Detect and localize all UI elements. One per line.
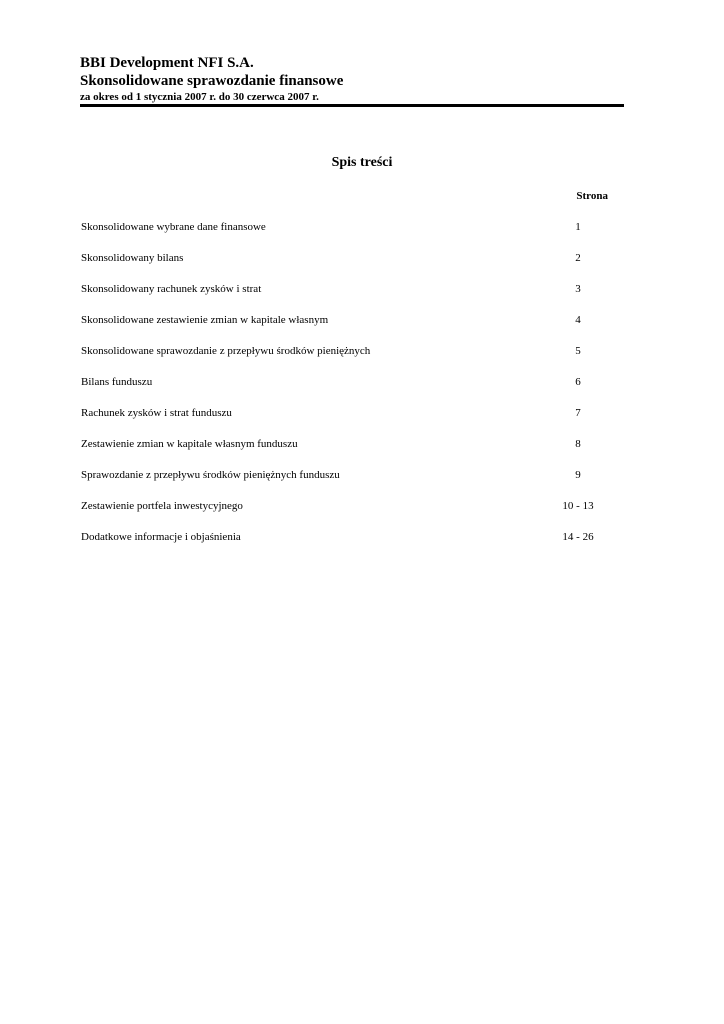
header-divider	[80, 104, 624, 107]
toc-item-page: 5	[575, 345, 581, 357]
toc-item-page: 2	[575, 252, 581, 264]
toc-item-label: Skonsolidowany rachunek zysków i strat	[81, 283, 262, 295]
toc-item-label: Dodatkowe informacje i objaśnienia	[81, 531, 241, 543]
toc-item-label: Skonsolidowane wybrane dane finansowe	[81, 221, 266, 233]
toc-item	[81, 406, 611, 437]
toc-item-page: 6	[575, 376, 581, 388]
toc-item-label: Bilans funduszu	[81, 376, 153, 388]
toc-item	[81, 344, 611, 375]
toc-item	[81, 220, 611, 251]
toc-item-page: 8	[575, 438, 581, 450]
document-title: Skonsolidowane sprawozdanie finansowe	[80, 73, 344, 89]
toc-item	[81, 313, 611, 344]
toc-item-label: Skonsolidowane zestawienie zmian w kapitale własnym	[81, 314, 329, 326]
toc-item-page: 3	[575, 283, 581, 295]
toc-item	[81, 468, 611, 499]
toc-item-page: 4	[575, 314, 581, 326]
toc-item-label: Rachunek zysków i strat funduszu	[81, 407, 232, 419]
toc-item	[81, 251, 611, 282]
toc-item-page: 1	[575, 221, 581, 233]
toc-item-label: Skonsolidowany bilans	[81, 252, 184, 264]
reporting-period: za okres od 1 stycznia 2007 r. do 30 czerwca 2007 r.	[80, 91, 319, 103]
toc-item	[81, 530, 611, 561]
document-header	[80, 54, 624, 104]
toc-item-page: 9	[575, 469, 581, 481]
page-column-header: Strona	[576, 190, 608, 202]
toc-item-label: Sprawozdanie z przepływu środków pieniężnych funduszu	[81, 469, 340, 481]
toc-item	[81, 499, 611, 530]
toc-item-label: Zestawienie portfela inwestycyjnego	[81, 500, 243, 512]
toc-item	[81, 437, 611, 468]
toc-item	[81, 375, 611, 406]
toc-item-page: 10 - 13	[562, 500, 594, 512]
toc-item-page: 7	[575, 407, 581, 419]
toc-title: Spis treści	[331, 155, 393, 170]
company-name: BBI Development NFI S.A.	[80, 55, 254, 71]
toc-item-page: 14 - 26	[562, 531, 594, 543]
toc-item-label: Skonsolidowane sprawozdanie z przepływu środków pieniężnych	[81, 345, 371, 357]
toc-item	[81, 282, 611, 313]
table-of-contents	[81, 220, 611, 561]
toc-item-label: Zestawienie zmian w kapitale własnym funduszu	[81, 438, 298, 450]
